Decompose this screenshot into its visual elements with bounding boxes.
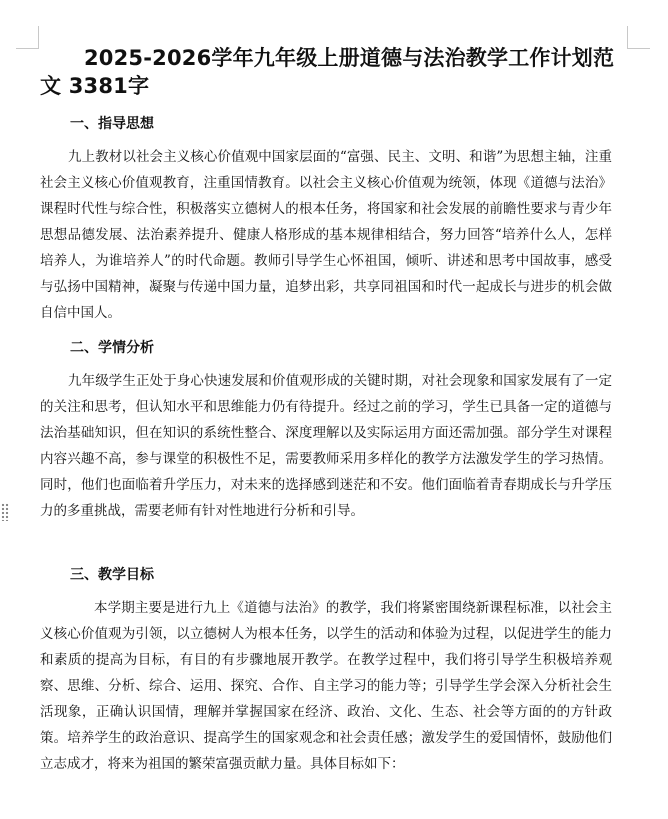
section-body-guiding-thought: 九上教材以社会主义核心价值观中国家层面的“富强、民主、文明、和谐”为思想主轴，注重社会主义核心价值观教育，注重国情教育。以社会主义核心价值观为统领，体现《道德与法治》课程时代性与综合性，积极落实立德树人的根本任务，将国家和社会发展的前瞻性要求与青少年思想品德发展、法治素养提升、健康人格形成的基本规律相结合，努力回答“培养什么人，怎样培养人，为谁培养人”的时代命题。教师引导学生心怀祖国，倾听、讲述和思考中国故事，感受与弘扬中国精神，凝聚与传递中国力量，追梦出彩，共享同祖国和时代一起成长与进步的机会做自信中国人。 — [40, 149, 612, 321]
page-corner-mark-top-left — [16, 26, 39, 49]
section-heading-teaching-goals: 三、教学目标 — [70, 567, 154, 583]
section-body-teaching-goals: 本学期主要是进行九上《道德与法治》的教学，我们将紧密围绕新课程标准，以社会主义核心价值观为引领，以立德树人为根本任务，以学生的活动和体验为过程，以促进学生的能力和素质的提高为目标，有目的有步骤地展开教学。在教学过程中，我们将引导学生积极培养观察、思维、分析、综合、运用、探究、合作、自主学习的能力等；引导学生学会深入分析社会生活现象，正确认识国情，理解并掌握国家在经济、政治、文化、生态、社会等方面的的方针政策。培养学生的政治意识、提高学生的国家观念和社会责任感；激发学生的爱国情怀，鼓励他们立志成才，将来为祖国的繁荣富强贡献力量。具体目标如下： — [40, 600, 612, 772]
section-heading-student-analysis: 二、学情分析 — [70, 340, 154, 356]
drag-handle-icon[interactable] — [1, 503, 9, 521]
document-title: 2025-2026学年九年级上册道德与法治教学工作计划范文 3381字 — [40, 46, 615, 98]
section-heading-guiding-thought: 一、指导思想 — [70, 116, 154, 132]
page-corner-mark-top-right — [627, 26, 650, 49]
section-body-student-analysis: 九年级学生正处于身心快速发展和价值观形成的关键时期，对社会现象和国家发展有了一定的关注和思考，但认知水平和思维能力仍有待提升。经过之前的学习，学生已具备一定的道德与法治基础知识，但在知识的系统性整合、深度理解以及实际运用方面还需加强。部分学生对课程内容兴趣不高，参与课堂的积极性不足，需要教师采用多样化的教学方法激发学生的学习热情。同时，他们也面临着升学压力，对未来的选择感到迷茫和不安。他们面临着青春期成长与升学压力的多重挑战，需要老师有针对性地进行分析和引导。 — [40, 373, 612, 519]
